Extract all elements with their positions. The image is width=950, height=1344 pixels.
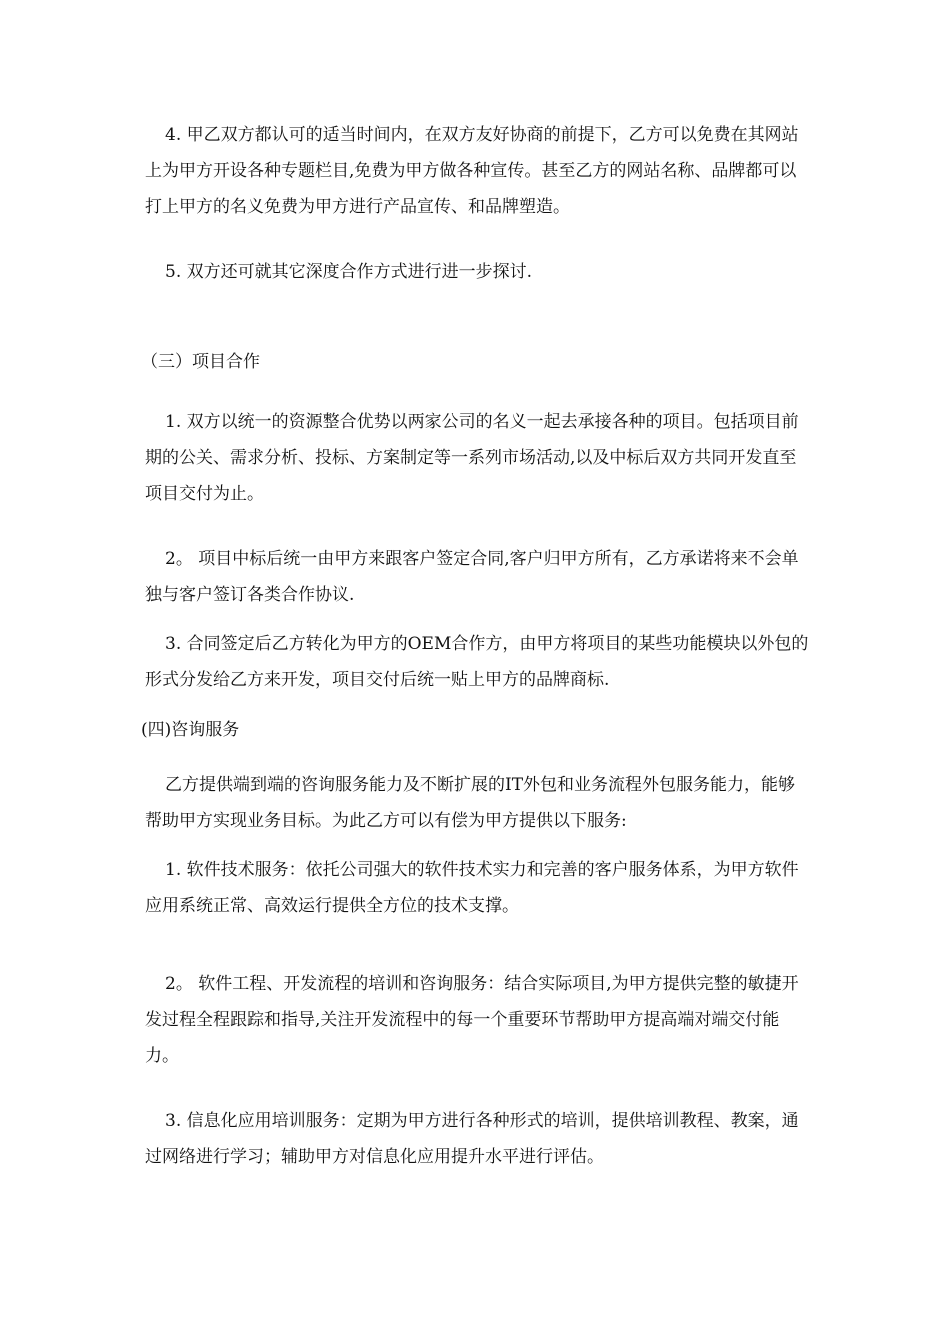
paragraph-service-3: 3. 信息化应用培训服务：定期为甲方进行各种形式的培训，提供培训教程、教案，通过网络进行学习；辅助甲方对信息化应用提升水平进行评估。 bbox=[145, 1111, 799, 1167]
paragraph-project-1: 1. 双方以统一的资源整合优势以两家公司的名义一起去承接各种的项目。包括项目前期的公关、需求分析、投标、方案制定等一系列市场活动,以及中标后双方共同开发直至项目交付为止。 bbox=[145, 412, 799, 504]
paragraph-service-1: 1. 软件技术服务：依托公司强大的软件技术实力和完善的客户服务体系，为甲方软件应用系统正常、高效运行提供全方位的技术支撑。 bbox=[145, 860, 799, 916]
paragraph-project-3: 3. 合同签定后乙方转化为甲方的OEM合作方，由甲方将项目的某些功能模块以外包的形式分发给乙方来开发，项目交付后统一贴上甲方的品牌商标. bbox=[145, 634, 809, 690]
section-heading-project-cooperation: （三）项目合作 bbox=[141, 352, 260, 372]
paragraph-item-5: 5. 双方还可就其它深度合作方式进行进一步探讨. bbox=[165, 262, 533, 282]
paragraph-service-2: 2。 软件工程、开发流程的培训和咨询服务：结合实际项目,为甲方提供完整的敏捷开发过程全程跟踪和指导,关注开发流程中的每一个重要环节帮助甲方提高端对端交付能力。 bbox=[145, 974, 799, 1066]
paragraph-item-4: 4. 甲乙双方都认可的适当时间内，在双方友好协商的前提下，乙方可以免费在其网站上为甲方开设各种专题栏目,免费为甲方做各种宣传。甚至乙方的网站名称、品牌都可以打上甲方的名义免费为甲方进行产品宣传、和品牌塑造。 bbox=[145, 125, 799, 217]
section-heading-consulting: (四)咨询服务 bbox=[141, 720, 240, 740]
paragraph-consulting-intro: 乙方提供端到端的咨询服务能力及不断扩展的IT外包和业务流程外包服务能力，能够帮助甲方实现业务目标。为此乙方可以有偿为甲方提供以下服务: bbox=[145, 775, 796, 831]
paragraph-project-2: 2。 项目中标后统一由甲方来跟客户签定合同,客户归甲方所有，乙方承诺将来不会单独与客户签订各类合作协议. bbox=[145, 549, 799, 605]
